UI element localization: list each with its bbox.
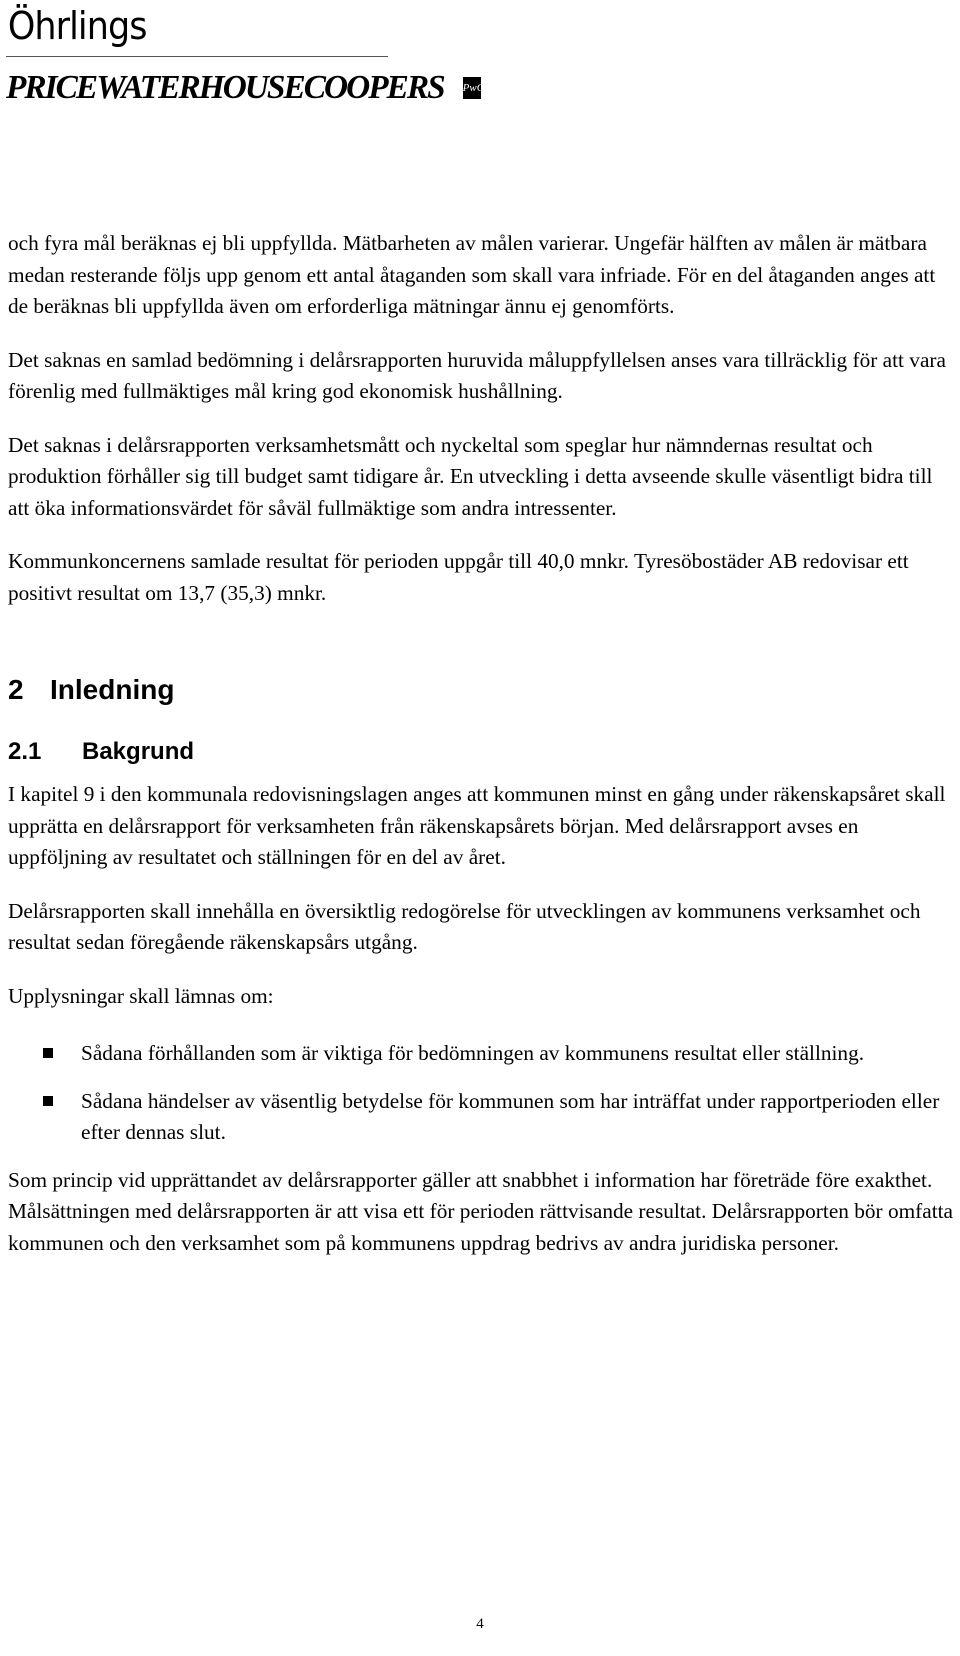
heading-bakgrund (8, 737, 953, 767)
square-bullet-icon (43, 1096, 53, 1106)
paragraph-summary-4: Kommunkoncernens samlade resultat för perioden uppgår till 40,0 mnkr. Tyresöbostäder AB redovisar ett positivt resultat om 13,7 (35,3) mnkr. (8, 549, 909, 605)
list-item (8, 1086, 953, 1149)
bullet-list (8, 1038, 953, 1149)
heading-inledning (8, 673, 953, 707)
paragraph-final: Som princip vid upprättandet av delårsrapporter gäller att snabbhet i information har företräde före exakthet. Målsättningen med delårsrapporten är att visa ett för perioden rättvisande resultat. Delårsrapporten bör omfatta kommunen och den verksamhet som på kommunens uppdrag bedrivs av andra juridiska personer. (8, 1167, 953, 1255)
paragraph-summary-2: Det saknas en samlad bedömning i delårsrapporten huruvida måluppfyllelsen anses vara tillräcklig för att vara förenlig med fullmäktiges mål kring god ekonomisk hushållning. (8, 347, 946, 403)
square-bullet-icon (43, 1048, 53, 1058)
page-number: 4 (476, 1616, 484, 1632)
logo-divider (6, 56, 388, 57)
logo-mark-icon: PwC (463, 77, 481, 99)
heading-title: Bakgrund (82, 738, 195, 765)
logo-ohrlings: Öhrlings (7, 4, 147, 48)
heading-number: 2.1 (8, 738, 42, 765)
list-item-text: Sådana förhållanden som är viktiga för bedömningen av kommunens resultat eller ställning. (81, 1041, 865, 1065)
paragraph-bakgrund-1: I kapitel 9 i den kommunala redovisningslagen anges att kommunen minst en gång under räkenskapsåret skall upprätta en delårsrapport för verksamheten från räkenskapsårets början. Med delårsrapport avses en uppföljning av resultatet och ställningen för en del av året. (8, 782, 946, 869)
paragraph-bakgrund-3: Upplysningar skall lämnas om: (8, 983, 274, 1008)
paragraph-bakgrund-2: Delårsrapporten skall innehålla en översiktlig redogörelse för utvecklingen av kommunens verksamhet och resultat sedan föregående räkenskapsårs utgång. (8, 898, 921, 954)
logo-pricewaterhousecoopers: PRICEWATERHOUSECOOPERS (6, 69, 444, 106)
list-item-text: Sådana händelser av väsentlig betydelse för kommunen som har inträffat under rapportperioden eller efter dennas slut. (81, 1088, 940, 1144)
logo-brand-row (6, 69, 485, 107)
document-body (8, 228, 953, 1281)
heading-title: Inledning (50, 674, 175, 705)
heading-number: 2 (8, 674, 24, 705)
list-item (8, 1038, 953, 1070)
paragraph-summary-1: och fyra mål beräknas ej bli uppfyllda. Mätbarheten av målen varierar. Ungefär hälften av målen är mätbara medan resterande följs upp genom ett antal åtaganden som skall vara infriade. För en del åtaganden anges att de beräknas bli uppfyllda även om erforderliga mätningar ännu ej genomförts. (8, 231, 936, 318)
paragraph-summary-3: Det saknas i delårsrapporten verksamhetsmått och nyckeltal som speglar hur nämndernas resultat och produktion förhåller sig till budget samt tidigare år. En utveckling i detta avseende skulle väsentligt bidra till att öka informationsvärdet för såväl fullmäktige som andra intressenter. (8, 432, 933, 520)
company-logo (6, 4, 485, 107)
